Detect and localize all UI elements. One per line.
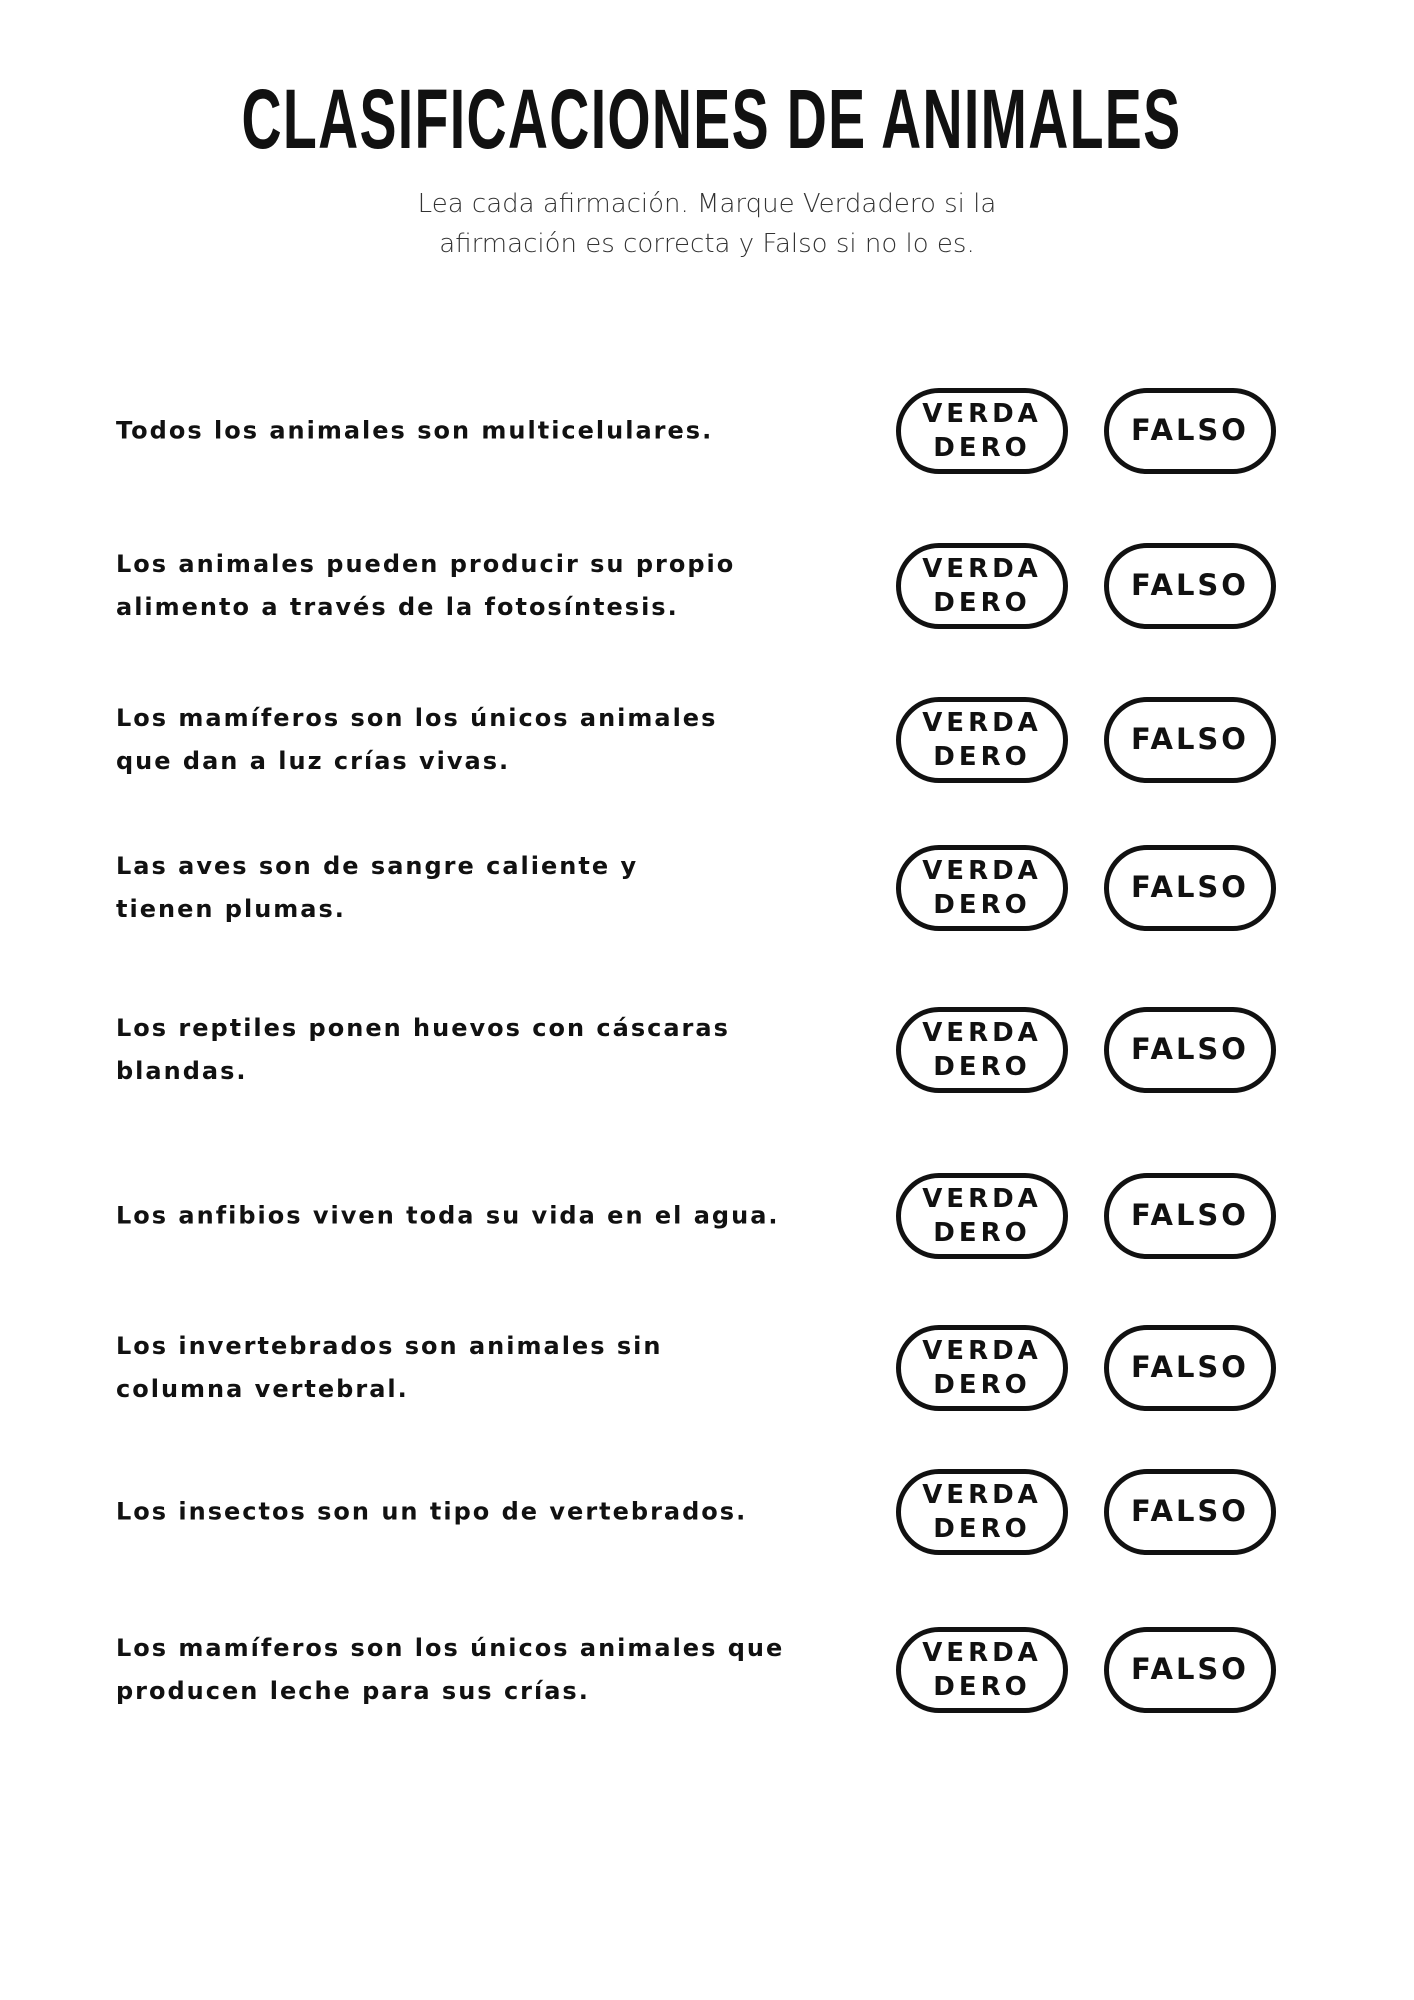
statement-text: Los animales pueden producir su propio alimento a través de la fotosíntesis.: [116, 550, 736, 621]
falso-label: FALSO: [1131, 1494, 1249, 1528]
statement-text: Los invertebrados son animales sin columna vertebral.: [116, 1332, 663, 1403]
statement-row: [0, 541, 1414, 631]
verdadero-button[interactable]: [896, 1627, 1068, 1713]
falso-label: FALSO: [1131, 722, 1249, 756]
page-title-container: [0, 74, 1414, 164]
verdadero-label-line1: VERDA: [922, 1018, 1042, 1048]
verdadero-label-line1: VERDA: [922, 1184, 1042, 1214]
falso-button[interactable]: [1104, 1325, 1276, 1411]
instructions-line: Lea cada afirmación. Marque Verdadero si la: [417, 189, 997, 219]
falso-button[interactable]: [1104, 845, 1276, 931]
falso-label: FALSO: [1131, 568, 1249, 602]
statement-row: [0, 1005, 1414, 1095]
falso-button[interactable]: [1104, 1469, 1276, 1555]
statement-row: [0, 1323, 1414, 1413]
falso-button[interactable]: [1104, 543, 1276, 629]
falso-label: FALSO: [1131, 1198, 1249, 1232]
verdadero-label-line1: VERDA: [922, 1336, 1042, 1366]
verdadero-button[interactable]: [896, 845, 1068, 931]
falso-button[interactable]: [1104, 1627, 1276, 1713]
falso-button[interactable]: [1104, 1007, 1276, 1093]
statement-row: [0, 386, 1414, 476]
verdadero-label-line2: DERO: [933, 433, 1031, 463]
statement-row: [0, 843, 1414, 933]
statement-text: Las aves son de sangre caliente y tienen plumas.: [116, 852, 639, 923]
falso-label: FALSO: [1131, 870, 1249, 904]
falso-label: FALSO: [1131, 1350, 1249, 1384]
falso-button[interactable]: [1104, 697, 1276, 783]
statement-row: [0, 695, 1414, 785]
verdadero-label-line2: DERO: [933, 1370, 1031, 1400]
statement-row: [0, 1171, 1414, 1261]
statement-text: Los mamíferos son los únicos animales que dan a luz crías vivas.: [116, 704, 718, 775]
falso-button[interactable]: [1104, 388, 1276, 474]
statement-text: Los anfibios viven toda su vida en el agua.: [116, 1201, 780, 1230]
verdadero-button[interactable]: [896, 388, 1068, 474]
verdadero-label-line2: DERO: [933, 742, 1031, 772]
verdadero-button[interactable]: [896, 1325, 1068, 1411]
verdadero-label-line2: DERO: [933, 1514, 1031, 1544]
instructions: [307, 184, 1107, 264]
verdadero-label-line1: VERDA: [922, 399, 1042, 429]
verdadero-label-line1: VERDA: [922, 708, 1042, 738]
verdadero-label-line1: VERDA: [922, 554, 1042, 584]
falso-button[interactable]: [1104, 1173, 1276, 1259]
statement-text: Los insectos son un tipo de vertebrados.: [116, 1497, 748, 1526]
page-title: CLASIFICACIONES DE ANIMALES: [241, 72, 1182, 166]
statement-text: Los mamíferos son los únicos animales que producen leche para sus crías.: [116, 1634, 785, 1705]
verdadero-label-line2: DERO: [933, 1052, 1031, 1082]
instructions-line: afirmación es correcta y Falso si no lo es.: [439, 229, 975, 259]
falso-label: FALSO: [1131, 1032, 1249, 1066]
verdadero-label-line2: DERO: [933, 588, 1031, 618]
verdadero-button[interactable]: [896, 543, 1068, 629]
verdadero-button[interactable]: [896, 697, 1068, 783]
falso-label: FALSO: [1131, 413, 1249, 447]
statement-row: [0, 1625, 1414, 1715]
falso-label: FALSO: [1131, 1652, 1249, 1686]
verdadero-button[interactable]: [896, 1007, 1068, 1093]
statement-row: [0, 1467, 1414, 1557]
verdadero-button[interactable]: [896, 1469, 1068, 1555]
verdadero-label-line1: VERDA: [922, 1638, 1042, 1668]
verdadero-button[interactable]: [896, 1173, 1068, 1259]
statement-text: Todos los animales son multicelulares.: [116, 416, 714, 445]
statement-text: Los reptiles ponen huevos con cáscaras blandas.: [116, 1014, 730, 1085]
verdadero-label-line1: VERDA: [922, 856, 1042, 886]
verdadero-label-line2: DERO: [933, 1218, 1031, 1248]
verdadero-label-line2: DERO: [933, 1672, 1031, 1702]
verdadero-label-line1: VERDA: [922, 1480, 1042, 1510]
verdadero-label-line2: DERO: [933, 890, 1031, 920]
